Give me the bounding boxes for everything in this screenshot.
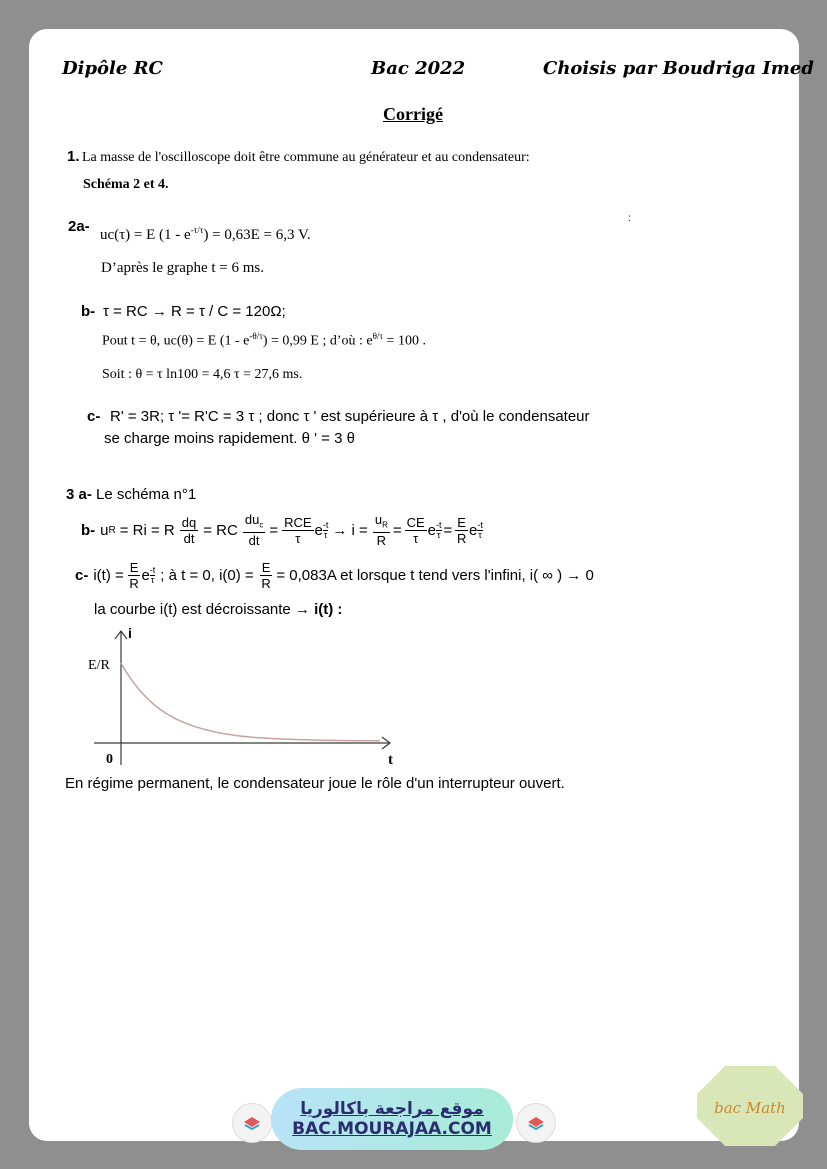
bac-math-badge [697, 1066, 803, 1146]
q3b-equation: b- u R = Ri = R $\frac{dq}{dt}$ = RC $\frac{du_c}{dt}$ = $\frac{\text{RCE}}{\tau}$ e -t τ → i = $\frac{u_R}{R}$ = $\frac{CE}{\tau}$ e $\frac{-t}{\tau}$ = $\frac{E}{R}$ e -t τ [81, 511, 483, 549]
footer-logo-left [232, 1103, 272, 1143]
y-axis-label: i [128, 625, 132, 641]
header-left: Dipôle RC [62, 58, 163, 79]
q2a-label: 2a- [68, 218, 90, 235]
q3c-equation: c- i(t) = $\frac{E}{R}$ e -t τ ; à t = 0, i(0) = $\frac{E}{R}$ = 0,083A et lorsque t tend vers l'infini, i( ∞ ) → 0 [75, 559, 594, 591]
header-center: Bac 2022 [371, 58, 466, 79]
q2b-line2: Pout t = θ, uc(θ) = E $(1 - e^{-\theta/\tau}) = 0,99$ E ; d’où : $e^{\theta/\tau} = 100$ . [102, 331, 426, 349]
stray-mark: : [628, 213, 631, 224]
footer-banner[interactable] [271, 1088, 513, 1150]
q1-number: 1. [67, 148, 80, 165]
q2a-line2: D’après le graphe t = 6 ms. [101, 260, 264, 276]
footer-url-link[interactable]: BAC.MOURAJAA.COM [292, 1119, 492, 1139]
origin-label: 0 [106, 752, 113, 767]
footer-logo-right [516, 1103, 556, 1143]
q3c-line2: la courbe i(t) est décroissante → i(t) : [94, 601, 343, 618]
q2b-label: b- [81, 303, 96, 320]
q2a-line1: uc(τ) = E $(1 - e^{-\tau/\tau}) = 0,63E = 6,3$ V. [100, 225, 311, 243]
q2c-line2: se charge moins rapidement. θ ' = 3 θ [104, 430, 355, 447]
x-axis-label: t [388, 752, 393, 768]
y-start-label: E/R [88, 658, 110, 673]
q2b-line3: Soit : θ = τ ln100 = 4,6 τ = 27,6 ms. [102, 367, 303, 382]
q3a-text: Le schéma n°1 [96, 486, 197, 503]
q1-answer: Schéma 2 et 4. [83, 177, 169, 192]
header-right: Choisis par Boudriga Imed [543, 58, 814, 79]
current-graph [80, 625, 410, 770]
q2b-line1: τ = RC → R = τ / C = 120Ω; [103, 303, 286, 320]
badge-text: bac Math [714, 1099, 786, 1117]
q2c-line1: R' = 3R; τ '= R'C = 3 τ ; donc τ ' est supérieure à τ , d'où le condensateur [110, 408, 590, 425]
conclusion: En régime permanent, le condensateur joue le rôle d'un interrupteur ouvert. [65, 775, 565, 792]
q2c-label: c- [87, 408, 101, 425]
q1-text: La masse de l'oscilloscope doit être commune au générateur et au condensateur: [82, 150, 530, 165]
footer-arabic: موقع مراجعة باكالوريا [300, 1099, 484, 1119]
q3a-label: 3 a- [66, 486, 92, 503]
current-curve [121, 663, 380, 741]
page-title: Corrigé [383, 104, 443, 124]
